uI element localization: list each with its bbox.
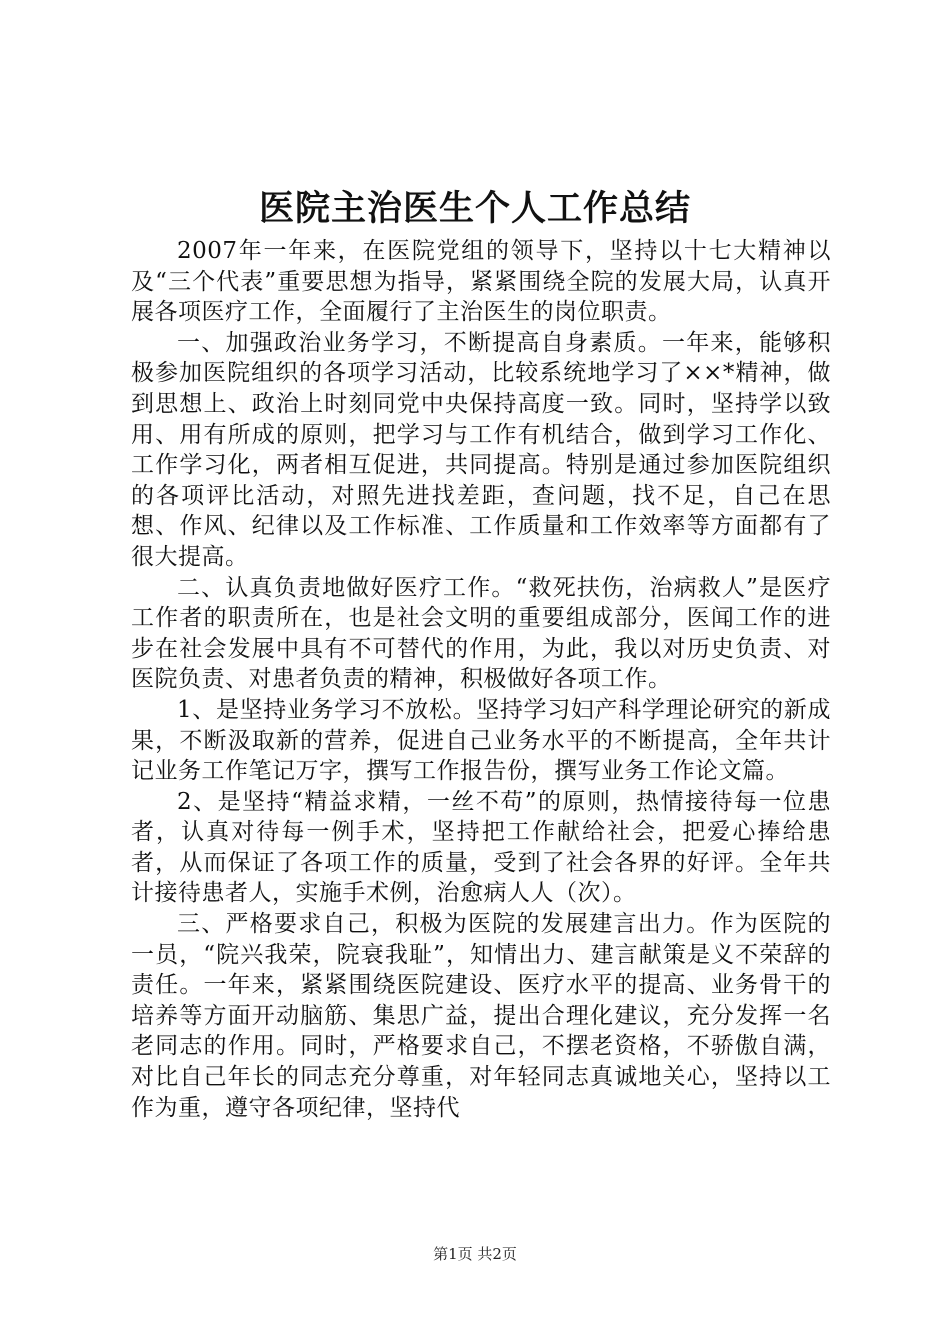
paragraph-item-1: 1、是坚持业务学习不放松。坚持学习妇产科学理论研究的新成果，不断汲取新的营养，促进自己业务水平的不断提高，全年共计记业务工作笔记万字，撰写工作报告份，撰写业务工作论文篇。 (131, 696, 831, 785)
paragraph-section-2: 二、认真负责地做好医疗工作。“救死扶伤，治病救人”是医疗工作者的职责所在，也是社会文明的重要组成部分，医闻工作的进步在社会发展中具有不可替代的作用，为此，我以对历史负责、对医院负责、对患者负责的精神，积极做好各项工作。 (131, 574, 831, 693)
document-body (131, 236, 831, 1123)
paragraph-section-3: 三、严格要求自己，积极为医院的发展建言出力。作为医院的一员，“院兴我荣，院衰我耻”，知情出力、建言献策是义不荣辞的责任。一年来，紧紧围绕医院建设、医疗水平的提高、业务骨干的培养等方面开动脑筋、集思广益，提出合理化建议，充分发挥一名老同志的作用。同时，严格要求自己，不摆老资格，不骄傲自满，对比自己年长的同志充分尊重，对年轻同志真诚地关心，坚持以工作为重，遵守各项纪律，坚持代 (131, 911, 831, 1121)
page-number-footer: 第1页 共2页 (433, 1245, 517, 1263)
paragraph-item-2: 2、是坚持“精益求精，一丝不苟”的原则，热情接待每一位患者，认真对待每一例手术，坚持把工作献给社会，把爱心捧给患者，从而保证了各项工作的质量，受到了社会各界的好评。全年共计接待患者人，实施手术例，治愈病人人（次）。 (131, 788, 831, 907)
document-title: 医院主治医生个人工作总结 (258, 188, 691, 229)
paragraph-section-1: 一、加强政治业务学习，不断提高自身素质。一年来，能够积极参加医院组织的各项学习活动，比较系统地学习了××*精神，做到思想上、政治上时刻同党中央保持高度一致。同时，坚持学以致用、用有所成的原则，把学习与工作有机结合，做到学习工作化、工作学习化，两者相互促进，共同提高。特别是通过参加医院组织的各项评比活动，对照先进找差距，查问题，找不足，自己在思想、作风、纪律以及工作标准、工作质量和工作效率等方面都有了很大提高。 (131, 329, 831, 570)
paragraph-intro: 2007年一年来，在医院党组的领导下，坚持以十七大精神以及“三个代表”重要思想为指导，紧紧围绕全院的发展大局，认真开展各项医疗工作，全面履行了主治医生的岗位职责。 (131, 238, 831, 326)
